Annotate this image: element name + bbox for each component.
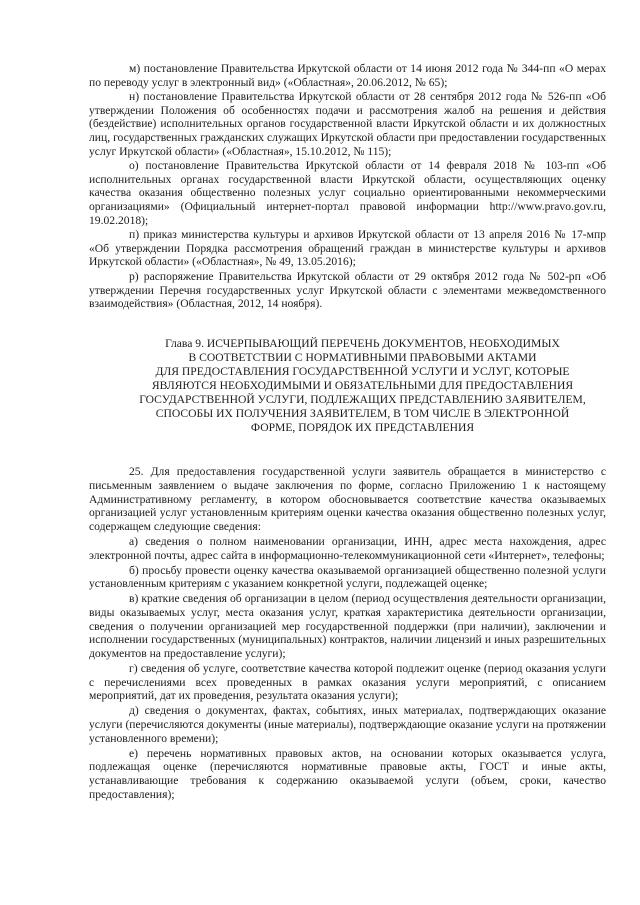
heading-line: ЯВЛЯЮТСЯ НЕОБХОДИМЫМИ И ОБЯЗАТЕЛЬНЫМИ ДЛЯ ПРЕДОСТАВЛЕНИЯ (151, 378, 574, 392)
heading-line: ГОСУДАРСТВЕННОЙ УСЛУГИ, ПОДЛЕЖАЩИХ ПРЕДСТАВЛЕНИЮ ЗАЯВИТЕЛЕМ, (139, 393, 586, 407)
list-item-e: е) перечень нормативных правовых актов, на основании которых оказывается услуга, подлежащая оценке (перечисляются нормативные правовые акты, ГОСТ и иные акты, устанавливающие требования к содержанию оказываемой услуги (объем, сроки, качество предоставления); (89, 746, 606, 801)
heading-line: ФОРМЕ, ПОРЯДОК ИХ ПРЕДСТАВЛЕНИЯ (250, 421, 475, 435)
list-item-r: р) распоряжение Правительства Иркутской области от 29 октября 2012 года № 502-рп «Об утверждении Перечня государственных услуг Иркутской области с элементами межведомственного взаимодействия» (Областная, 2012, 14 ноября). (89, 269, 606, 311)
document-page (89, 62, 606, 803)
list-item-o: о) постановление Правительства Иркутской области от 14 февраля 2018 № 103-пп «Об исполнительных органах государственной власти Иркутской области, осуществляющих оценку качества оказания общественно полезных услуг социально ориентированными некоммерческими организациями» (Официальный интернет-портал правовой информации http://www.pravo.gov.ru, 19.02.2018); (89, 159, 606, 227)
paragraph-25: 25. Для предоставления государственной услуги заявитель обращается в министерство с письменным заявлением о выдаче заключения по форме, согласно Приложению 1 к настоящему Административному регламенту, в котором обосновывается соответствие качества оказываемых организацией услуг установленным критериям оценки качества оказания общественно полезных услуг, содержащем следующие сведения: (89, 465, 606, 533)
list-item-d: д) сведения о документах, фактах, событиях, иных материалах, подтверждающих оказание услуги (перечисляются документы (иные материалы), подтверждающие оказание услуги на протяжении установленного времени); (89, 704, 606, 745)
list-item-b: б) просьбу провести оценку качества оказываемой организацией общественно полезной услуги установленным критериям с указанием конкретной услуги, подлежащей оценке; (89, 563, 606, 591)
heading-line: В СООТВЕТСТВИИ С НОРМАТИВНЫМИ ПРАВОВЫМИ АКТАМИ (188, 350, 537, 364)
heading-line: ДЛЯ ПРЕДОСТАВЛЕНИЯ ГОСУДАРСТВЕННОЙ УСЛУГИ И УСЛУГ, КОТОРЫЕ (155, 364, 570, 378)
section-25 (89, 465, 606, 801)
list-item-n: н) постановление Правительства Иркутской области от 28 сентября 2012 года № 526-пп «Об утверждении Положения об особенностях подачи и рассмотрения жалоб на решения и действия (бездействие) исполнительных органов государственной власти Иркутской области и их должностных лиц, государственных гражданских служащих Иркутской области при предоставлении государственных услуг Иркутской области» («Областная», 15.10.2012, № 115); (89, 90, 606, 158)
heading-line: Глава 9. ИСЧЕРПЫВАЮЩИЙ ПЕРЕЧЕНЬ ДОКУМЕНТОВ, НЕОБХОДИМЫХ (165, 336, 560, 350)
list-item-m: м) постановление Правительства Иркутской области от 14 июня 2012 года № 344-пп «О мерах по переводу услуг в электронный вид» («Областная», 20.06.2012, № 65); (89, 62, 606, 89)
list-item-g: г) сведения об услуге, соответствие качества которой подлежит оценке (период оказания услуги с перечислениями всех проведенных в рамках оказания услуги мероприятий, с описанием мероприятий, дат их проведения, результата оказания услуги); (89, 662, 606, 703)
chapter-heading (89, 337, 606, 436)
legal-acts-list (89, 62, 606, 311)
heading-line: СПОСОБЫ ИХ ПОЛУЧЕНИЯ ЗАЯВИТЕЛЕМ, В ТОМ ЧИСЛЕ В ЭЛЕКТРОННОЙ (155, 407, 570, 421)
list-item-p: п) приказ министерства культуры и архивов Иркутской области от 13 апреля 2016 № 17-мпр «Об утверждении Порядка рассмотрения обращений граждан в министерстве культуры и архивов Иркутской области» («Областная», № 49, 13.05.2016); (89, 228, 606, 269)
list-item-a: а) сведения о полном наименовании организации, ИНН, адрес места нахождения, адрес электронной почты, адрес сайта в информационно-телекоммуникационной сети «Интернет», телефоны; (89, 534, 606, 562)
list-item-v: в) краткие сведения об организации в целом (период осуществления деятельности организации, виды оказываемых услуг, места оказания услуг, краткая характеристика деятельности организации, сведения о получении организацией мер государственной поддержки (при наличии), заключении и исполнении государственных (муниципальных) контрактов, наличии лицензий и иных разрешительных документов на предоставление услуги); (89, 592, 606, 660)
